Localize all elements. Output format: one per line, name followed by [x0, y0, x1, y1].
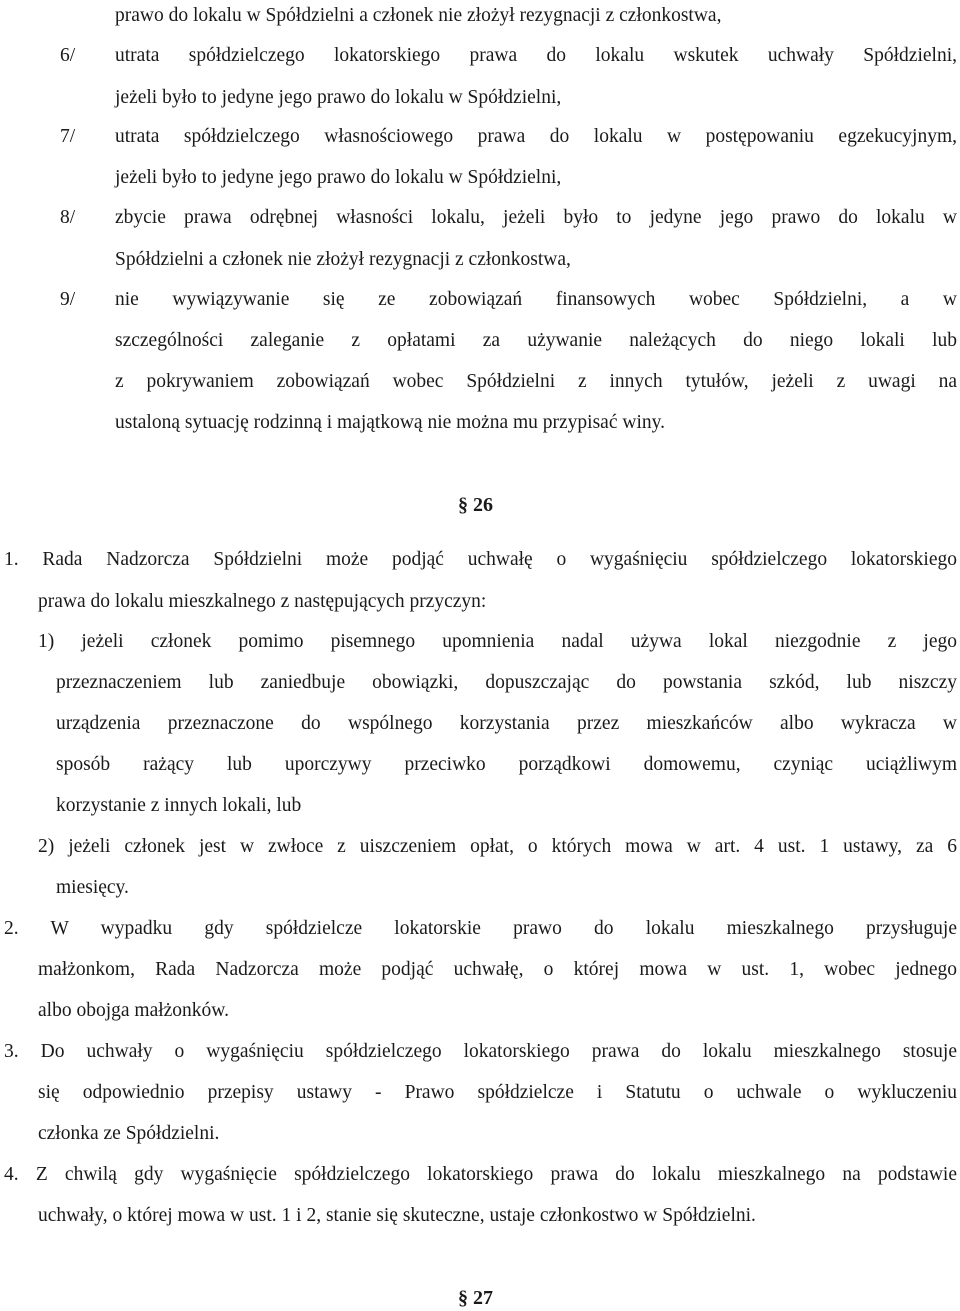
list-item-7-line-1: utrata spółdzielczego własnościowego prawa do lokalu w postępowaniu egzekucyjnym, [115, 126, 957, 147]
sub-item-2-line-2: miesięcy. [56, 877, 129, 898]
list-continuation-line: prawo do lokalu w Spółdzielni a członek nie złożył rezygnacji z członkostwa, [115, 5, 722, 26]
sub-item-2-line-1: 2) jeżeli członek jest w zwłoce z uiszczeniem opłat, o których mowa w art. 4 ust. 1 ustawy, za 6 [38, 836, 957, 857]
section-26-heading: § 26 [458, 494, 493, 516]
sub-item-1-line-4: sposób rażący lub uporczywy przeciwko porządkowi domowemu, czyniąc uciążliwym [56, 754, 957, 775]
para-2-line-1: 2. W wypadku gdy spółdzielcze lokatorskie prawo do lokalu mieszkalnego przysługuje [4, 918, 957, 939]
list-item-6-number: 6/ [60, 45, 76, 66]
sub-item-1-line-5: korzystanie z innych lokali, lub [56, 795, 302, 816]
list-item-9-line-1: nie wywiązywanie się ze zobowiązań finansowych wobec Spółdzielni, a w [115, 289, 957, 310]
section-27-heading: § 27 [458, 1287, 493, 1309]
list-item-6-line-1: utrata spółdzielczego lokatorskiego prawa do lokalu wskutek uchwały Spółdzielni, [115, 45, 957, 66]
list-item-8-line-1: zbycie prawa odrębnej własności lokalu, jeżeli było to jedyne jego prawo do lokalu w [115, 207, 957, 228]
para-2-line-3: albo obojga małżonków. [38, 1000, 229, 1021]
list-item-9-number: 9/ [60, 289, 76, 310]
list-item-9-line-3: z pokrywaniem zobowiązań wobec Spółdzielni z innych tytułów, jeżeli z uwagi na [115, 371, 957, 392]
para-4-line-2: uchwały, o której mowa w ust. 1 i 2, stanie się skuteczne, ustaje członkostwo w Spółdzielni. [38, 1205, 756, 1226]
list-item-8-number: 8/ [60, 207, 76, 228]
list-item-9-line-4: ustaloną sytuację rodzinną i majątkową nie można mu przypisać winy. [115, 412, 665, 433]
para-3-line-2: się odpowiednio przepisy ustawy - Prawo spółdzielcze i Statutu o uchwale o wykluczeniu [38, 1082, 957, 1103]
para-3-line-3: członka ze Spółdzielni. [38, 1123, 220, 1144]
para-4-line-1: 4. Z chwilą gdy wygaśnięcie spółdzielczego lokatorskiego prawa do lokalu mieszkalnego na podstawie [4, 1164, 957, 1185]
sub-item-1-line-2: przeznaczeniem lub zaniedbuje obowiązki, dopuszczając do powstania szkód, lub niszczy [56, 672, 957, 693]
list-item-9-line-2: szczególności zaleganie z opłatami za używanie należących do niego lokali lub [115, 330, 957, 351]
para-1-line-2: prawa do lokalu mieszkalnego z następujących przyczyn: [38, 591, 487, 612]
para-2-line-2: małżonkom, Rada Nadzorcza może podjąć uchwałę, o której mowa w ust. 1, wobec jednego [38, 959, 957, 980]
para-3-line-1: 3. Do uchwały o wygaśnięciu spółdzielczego lokatorskiego prawa do lokalu mieszkalnego stosuje [4, 1041, 957, 1062]
list-item-8-line-2: Spółdzielni a członek nie złożył rezygnacji z członkostwa, [115, 249, 571, 270]
list-item-7-line-2: jeżeli było to jedyne jego prawo do lokalu w Spółdzielni, [115, 167, 562, 188]
para-1-line-1: 1. Rada Nadzorcza Spółdzielni może podjąć uchwałę o wygaśnięciu spółdzielczego lokatorskiego [4, 549, 957, 570]
sub-item-1-line-3: urządzenia przeznaczone do wspólnego korzystania przez mieszkańców albo wykracza w [56, 713, 957, 734]
list-item-7-number: 7/ [60, 126, 76, 147]
sub-item-1-line-1: 1) jeżeli członek pomimo pisemnego upomnienia nadal używa lokal niezgodnie z jego [38, 631, 957, 652]
list-item-6-line-2: jeżeli było to jedyne jego prawo do lokalu w Spółdzielni, [115, 87, 562, 108]
